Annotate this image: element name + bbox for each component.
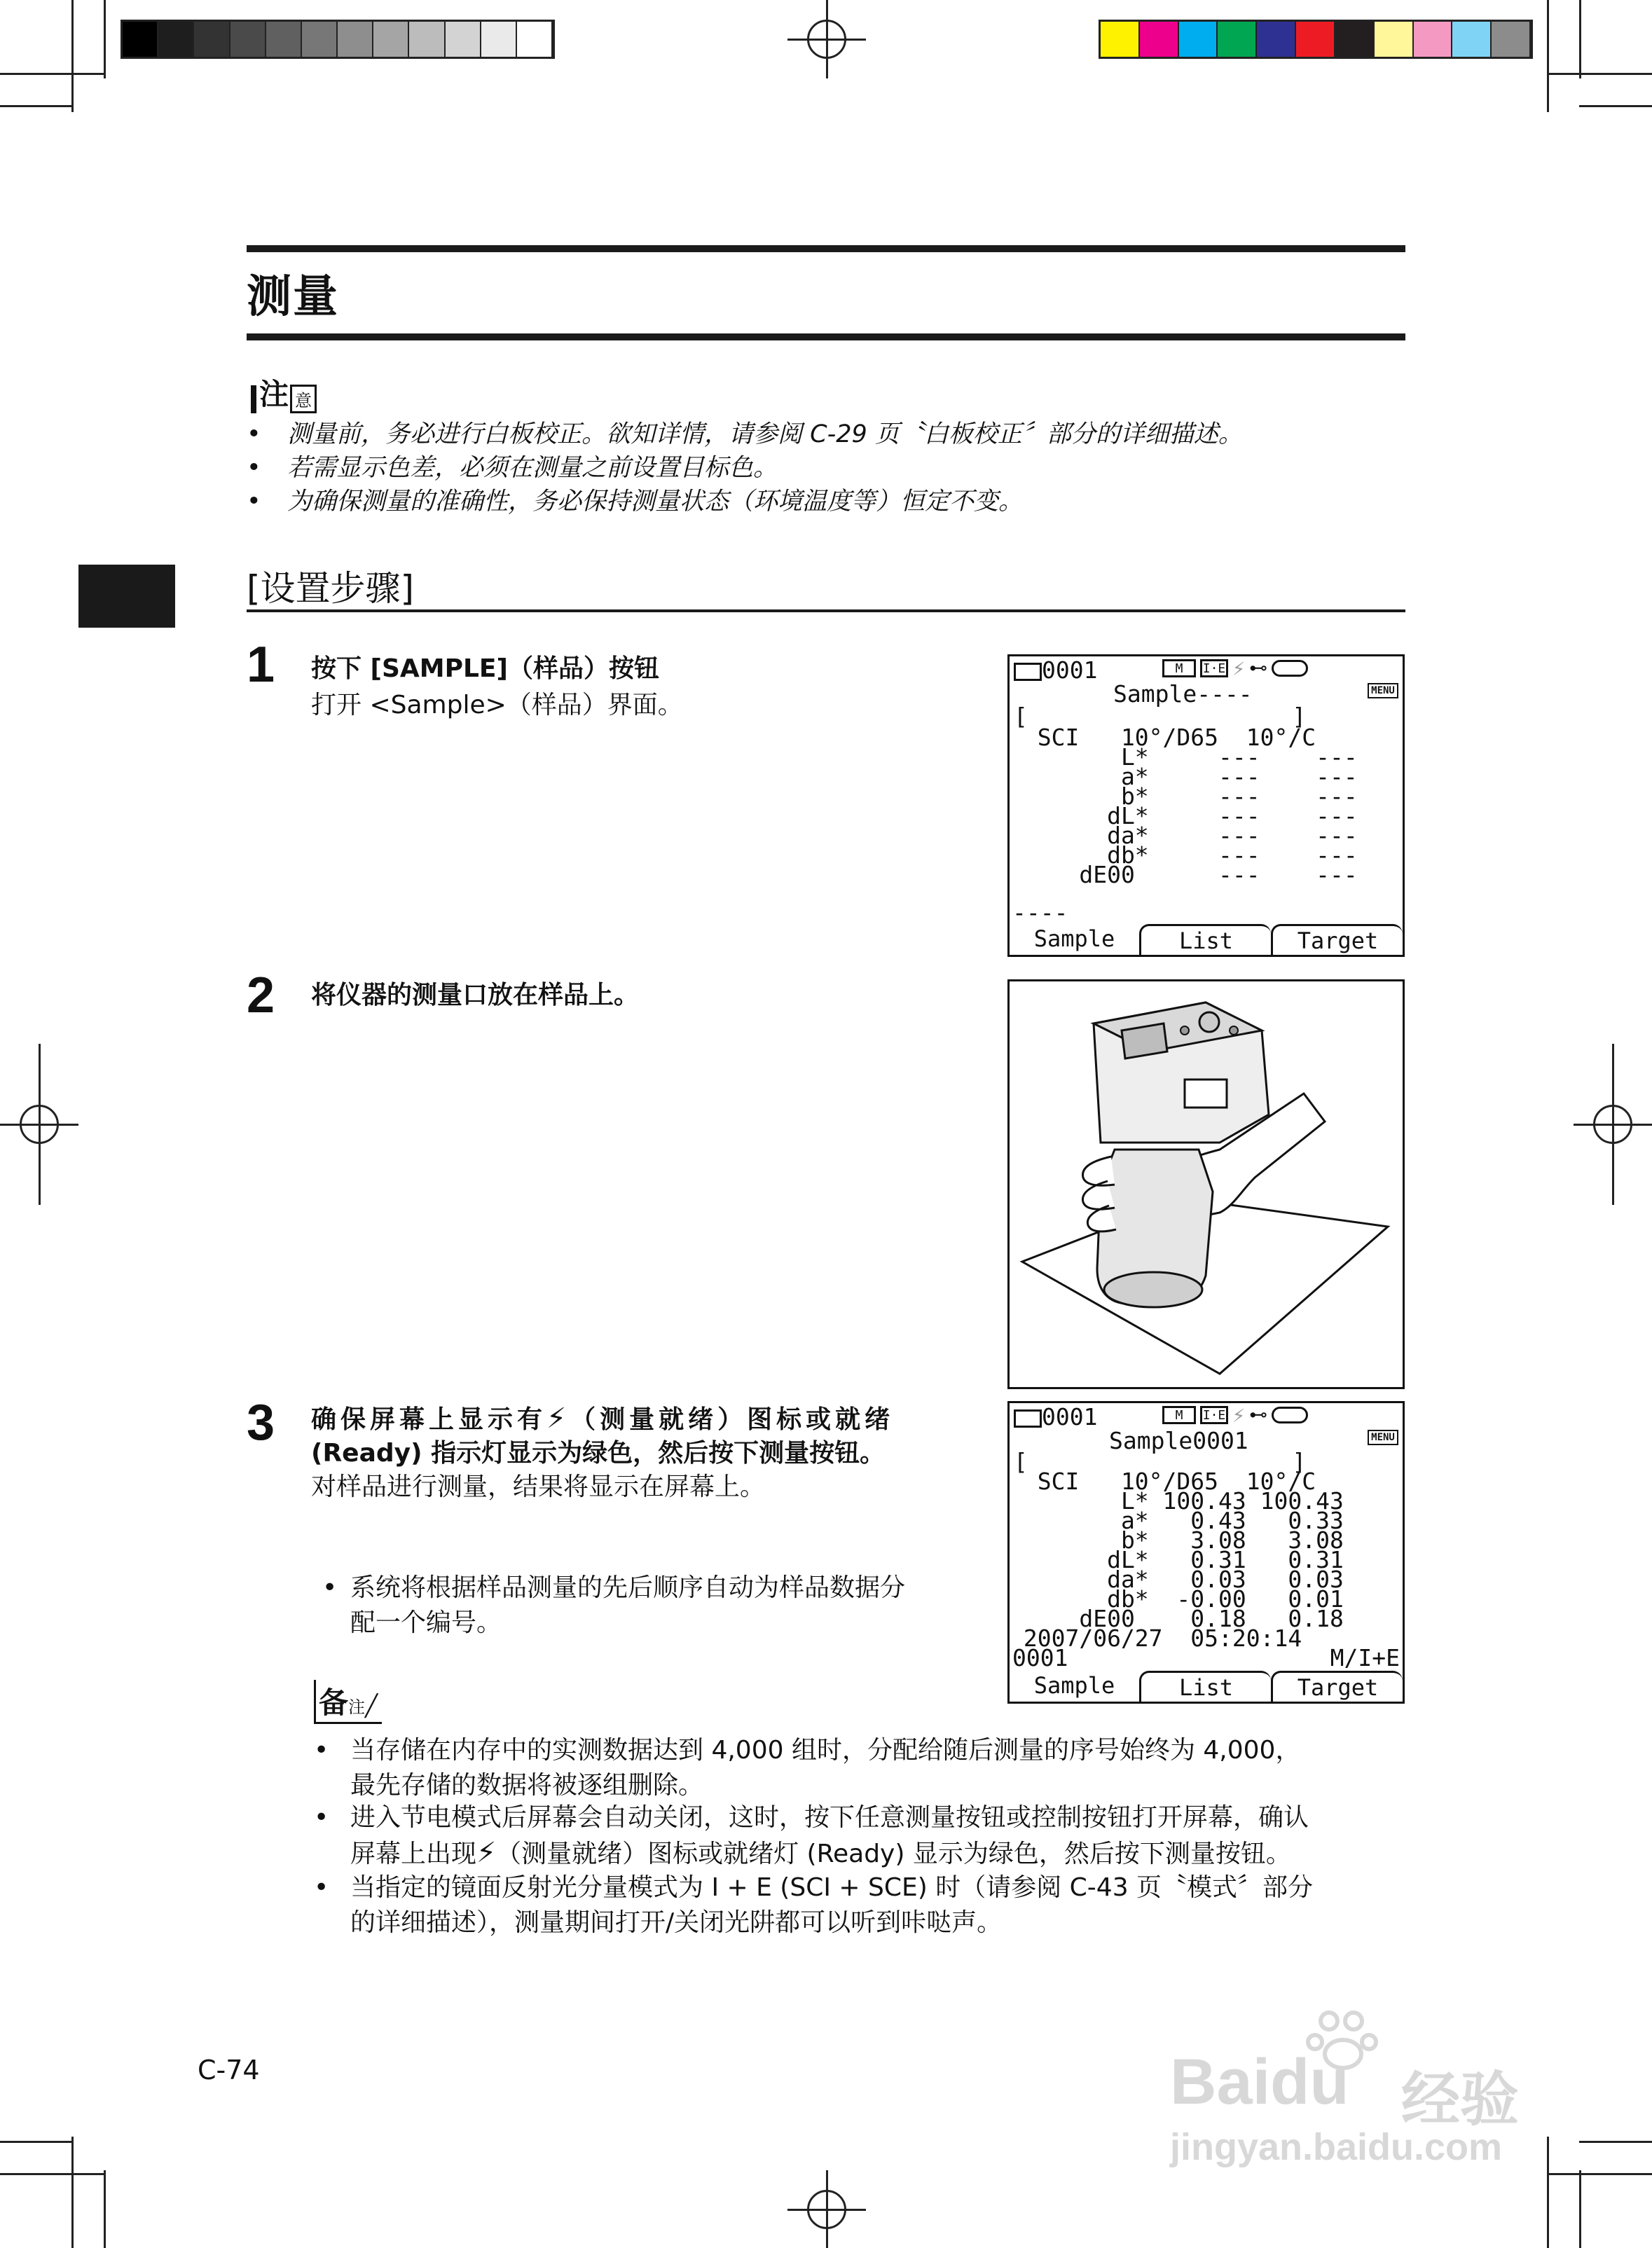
tab-list[interactable]: List — [1139, 924, 1271, 955]
color-swatch — [517, 22, 553, 57]
measurement-ready-icon: ⚡ — [1232, 656, 1246, 681]
screen-name-bracket: [ ] — [1014, 1448, 1307, 1475]
screen-sample-name: Sample0001 — [1109, 1427, 1248, 1454]
watermark-url: jingyan.baidu.com — [1170, 2126, 1503, 2168]
title-bottom-rule — [247, 333, 1405, 340]
color-swatch — [1101, 22, 1140, 57]
screen-data-row: da* 0.03 0.03 — [1010, 1566, 1344, 1593]
page-number: C-74 — [198, 2055, 260, 2085]
screen-data-row: L* 100.43 100.43 — [1010, 1487, 1344, 1515]
screen-column-header: SCI 10°/D65 10°/C — [1010, 724, 1316, 751]
screen-sample-name: Sample---- — [1113, 680, 1253, 708]
memo-item-cont: 屏幕上出现⚡（测量就绪）图标或就绪灯 (Ready) 显示为绿色，然后按下测量按钮。 — [350, 1837, 1291, 1869]
mode-icon: M — [1162, 659, 1196, 677]
color-swatch — [302, 22, 338, 57]
color-calibration-bar — [1099, 20, 1533, 59]
screen-date: 2007/06/27 05:20:14 — [1010, 1625, 1302, 1652]
color-swatch — [123, 22, 158, 57]
watermark-brand: Bai — [1170, 2046, 1271, 2118]
tab-sample[interactable]: Sample — [1033, 1672, 1115, 1699]
color-swatch — [1257, 22, 1296, 57]
step-title: 按下 [SAMPLE]（样品）按钮 — [311, 654, 659, 683]
battery-icon — [1272, 1407, 1308, 1423]
watermark-brand-tail: du — [1270, 2046, 1349, 2118]
battery-icon — [1272, 660, 1308, 677]
color-swatch — [230, 22, 266, 57]
memo-label: 备注╱ — [314, 1680, 382, 1724]
screen-footer-left: 0001 — [1012, 1644, 1068, 1671]
ie-icon: I·E — [1200, 1406, 1228, 1424]
screen-data-row: db* --- --- — [1010, 841, 1358, 869]
status-icons — [1162, 1402, 1308, 1428]
chapter-side-tab — [78, 565, 175, 628]
color-swatch — [446, 22, 481, 57]
step-title-line1: 确保屏幕上显示有⚡（测量就绪）图标或就绪 — [311, 1402, 895, 1435]
screen-data-row: dL* --- --- — [1010, 802, 1358, 829]
status-icons — [1162, 658, 1308, 679]
screen-data-row: a* 0.43 0.33 — [1010, 1507, 1344, 1534]
step-title: 将仪器的测量口放在样品上。 — [311, 981, 640, 1009]
measurement-ready-icon: ⚡ — [546, 1402, 571, 1435]
memo-label-small: 注 — [348, 1697, 366, 1717]
step-bullet-cont: 配一个编号。 — [350, 1608, 502, 1637]
tab-list[interactable]: List — [1139, 1671, 1271, 1702]
title-top-rule — [247, 245, 1405, 252]
tab-sample[interactable]: Sample — [1033, 925, 1115, 952]
procedure-rule — [247, 609, 1405, 612]
memory-icon — [1014, 1409, 1042, 1428]
color-swatch — [1218, 22, 1257, 57]
memo-item-cont: 最先存储的数据将被逐组删除。 — [350, 1771, 704, 1800]
lcd-screen-sample-empty — [1007, 654, 1405, 957]
screen-data-row: dL* 0.31 0.31 — [1010, 1546, 1344, 1573]
color-swatch — [1140, 22, 1179, 57]
color-swatch — [1492, 22, 1531, 57]
step-number: 3 — [247, 1395, 275, 1451]
watermark-cn: 经验 — [1401, 2067, 1520, 2132]
screen-data-row: dE00 0.18 0.18 — [1010, 1605, 1344, 1632]
screen-data-row: dE00 --- --- — [1010, 861, 1358, 888]
memory-icon — [1014, 663, 1042, 681]
connection-icon: ⊷ — [1249, 658, 1268, 679]
step-description: 打开 <Sample>（样品）界面。 — [311, 691, 683, 719]
step-number: 1 — [247, 637, 275, 693]
color-swatch — [409, 22, 445, 57]
color-swatch — [373, 22, 409, 57]
step-description: 对样品进行测量，结果将显示在屏幕上。 — [311, 1473, 766, 1501]
memo-item: • 进入节电模式后屏幕会自动关闭，这时，按下任意测量按钮或控制按钮打开屏幕，确认 — [314, 1803, 1309, 1832]
screen-data-row: b* --- --- — [1010, 782, 1358, 810]
menu-icon: MENU — [1368, 1430, 1398, 1445]
color-swatch — [338, 22, 373, 57]
color-swatch — [266, 22, 302, 57]
color-swatch — [481, 22, 517, 57]
color-swatch — [1335, 22, 1375, 57]
memo-item: • 当存储在内存中的实测数据达到 4,000 组时，分配给随后测量的序号始终为 4,000， — [314, 1736, 1301, 1765]
procedure-heading: [设置步骤] — [247, 568, 415, 609]
screen-name-bracket: [ ] — [1014, 703, 1307, 730]
color-swatch — [1179, 22, 1218, 57]
menu-icon: MENU — [1368, 683, 1398, 698]
step-number: 2 — [247, 967, 275, 1023]
step-bullet: • 系统将根据样品测量的先后顺序自动为样品数据分 — [322, 1573, 906, 1602]
grayscale-calibration-bar — [121, 20, 555, 59]
screen-footer-right: M/I+E — [1330, 1644, 1400, 1671]
screen-footer: ---- — [1012, 899, 1068, 926]
tab-target[interactable]: Target — [1271, 1671, 1403, 1702]
page-title: 测量 — [247, 271, 339, 323]
tab-target[interactable]: Target — [1271, 924, 1403, 955]
screen-data-row: b* 3.08 3.08 — [1010, 1526, 1344, 1554]
lcd-screen-sample-result — [1007, 1401, 1405, 1704]
caution-label-small: 意 — [290, 385, 317, 413]
memo-item-cont: 的详细描述），测量期间打开/关闭光阱都可以听到咔哒声。 — [350, 1908, 1003, 1937]
caution-label: 注 意 — [251, 371, 317, 413]
step-title-line2: (Ready) 指示灯显示为绿色，然后按下测量按钮。 — [311, 1439, 886, 1468]
screen-data-row: db* -0.00 0.01 — [1010, 1585, 1344, 1613]
color-swatch — [194, 22, 230, 57]
ie-icon: I·E — [1200, 659, 1228, 677]
measurement-ready-icon: ⚡ — [1232, 1402, 1246, 1428]
color-swatch — [1452, 22, 1492, 57]
color-swatch — [1414, 22, 1453, 57]
screen-sample-id: 0001 — [1042, 1403, 1098, 1430]
memo-item: • 当指定的镜面反射光分量模式为 I + E (SCI + SCE) 时（请参阅 C-43 页〝模式〞部分 — [314, 1873, 1314, 1902]
screen-sample-id: 0001 — [1042, 656, 1098, 684]
device-illustration — [1007, 979, 1405, 1389]
screen-data-row: a* --- --- — [1010, 763, 1358, 790]
screen-data-row: da* --- --- — [1010, 822, 1358, 849]
color-swatch — [1375, 22, 1414, 57]
screen-data-row: L* --- --- — [1010, 743, 1358, 771]
connection-icon: ⊷ — [1249, 1405, 1268, 1426]
color-swatch — [158, 22, 194, 57]
color-swatch — [1296, 22, 1335, 57]
measurement-ready-icon: ⚡ — [476, 1837, 497, 1869]
mode-icon: M — [1162, 1406, 1196, 1424]
screen-column-header: SCI 10°/D65 10°/C — [1010, 1468, 1316, 1495]
